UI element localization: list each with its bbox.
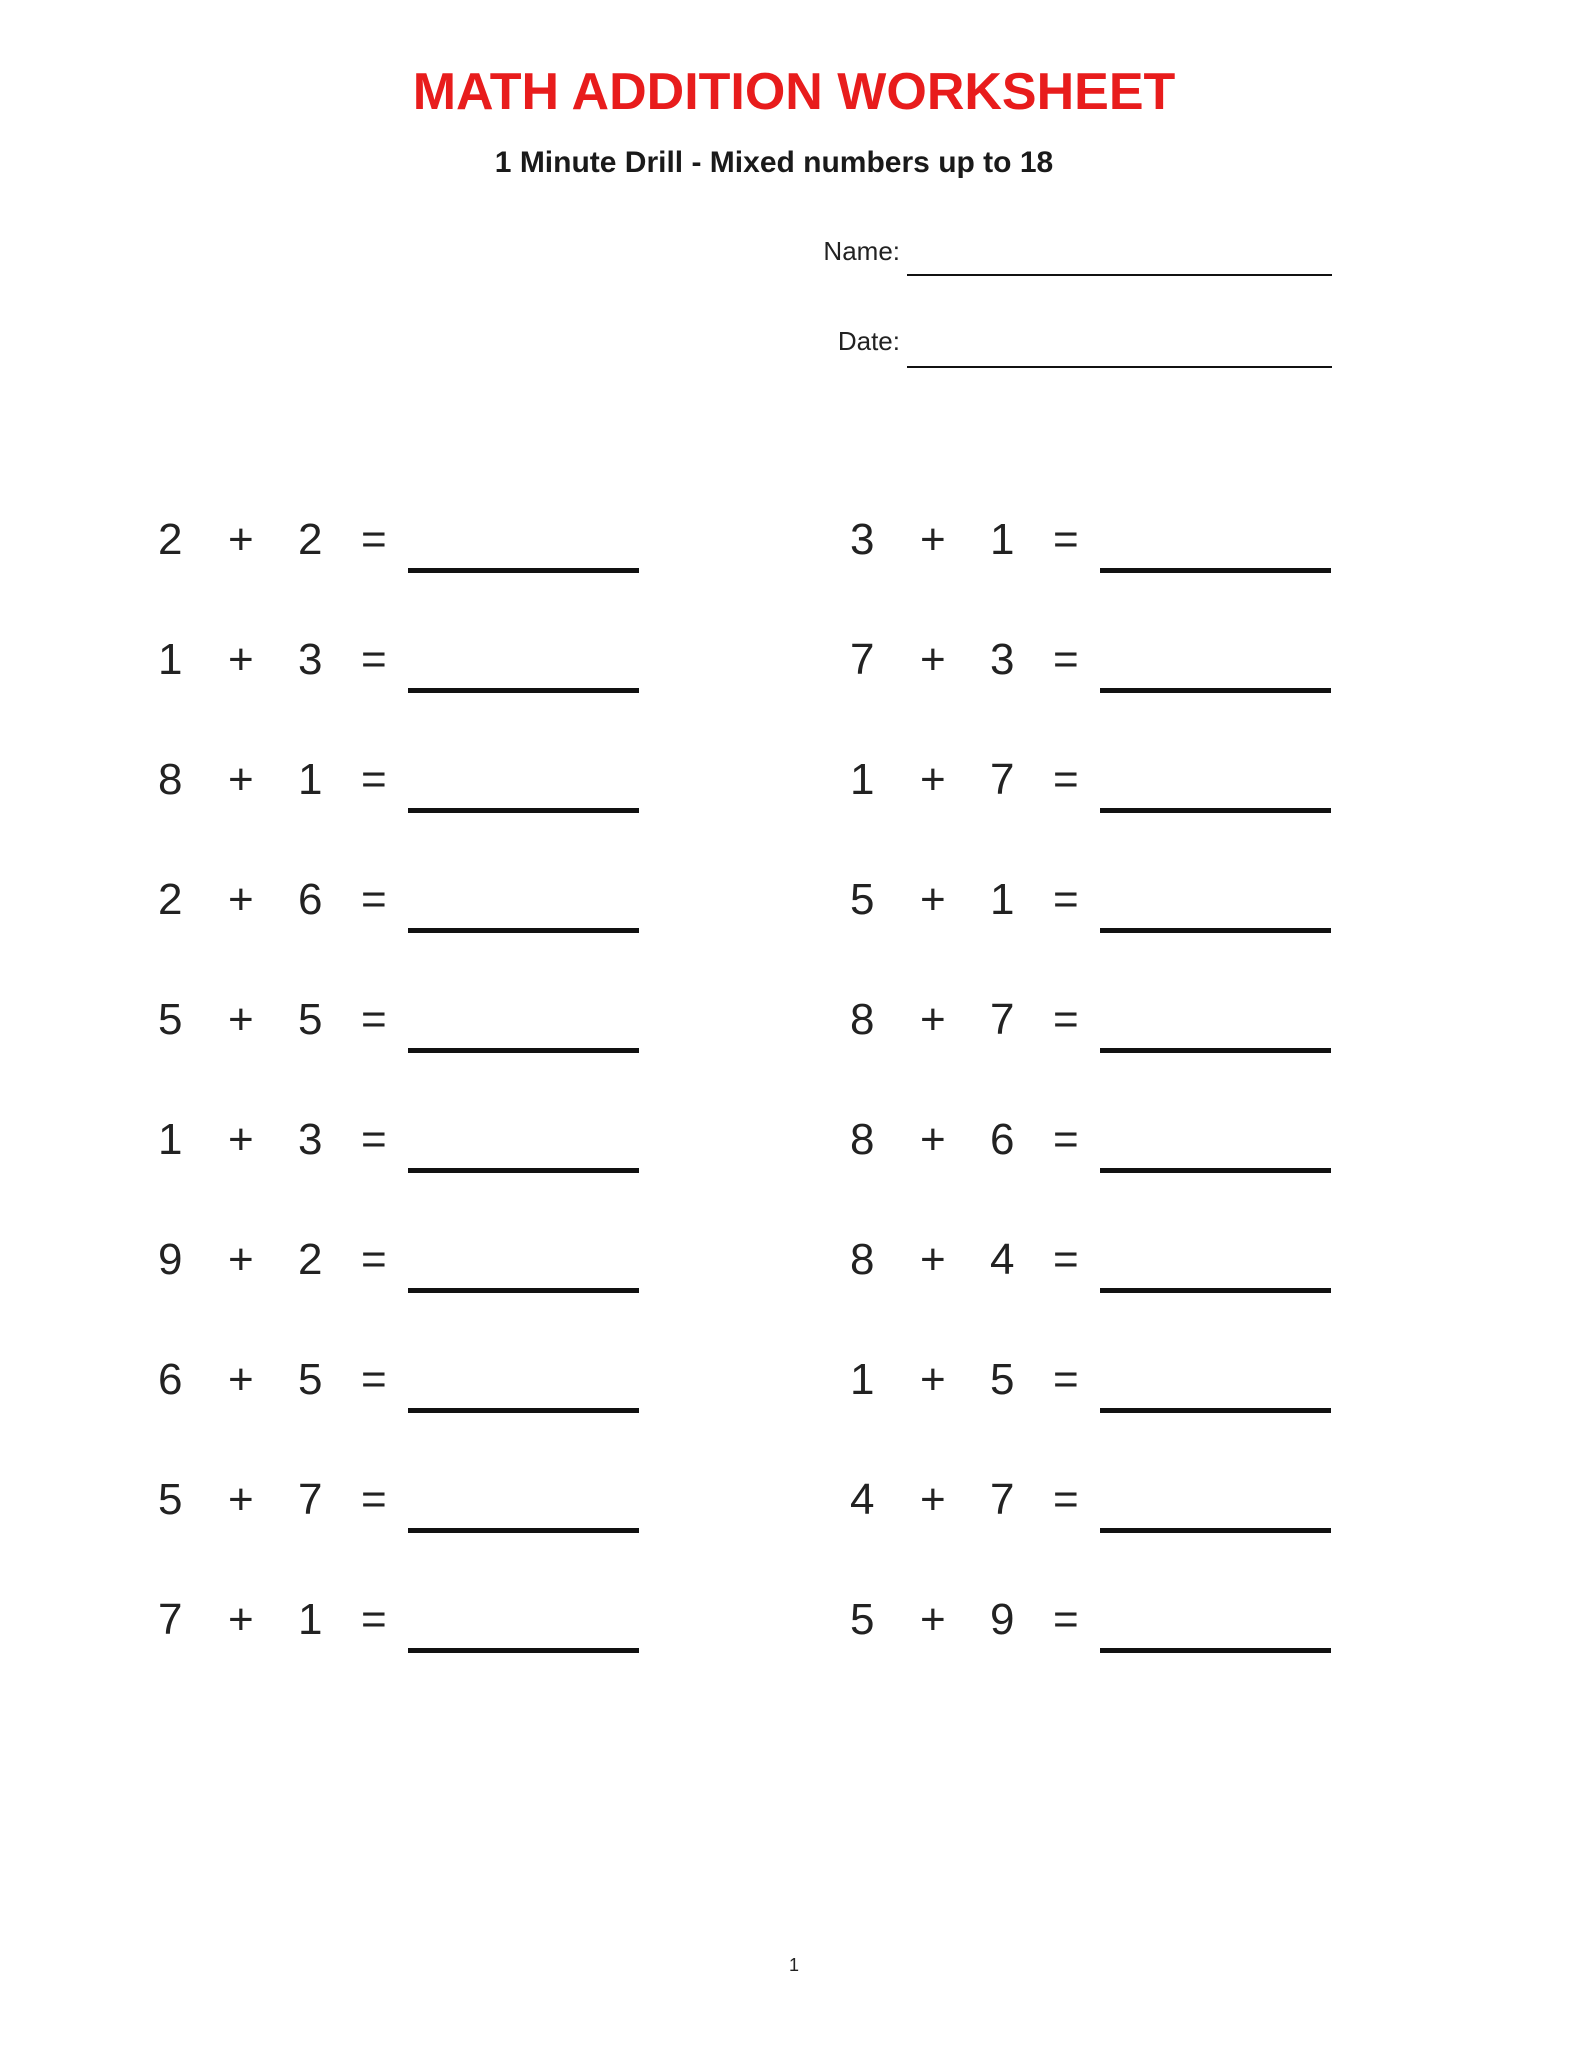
addend-a: 8 [850, 995, 875, 1044]
answer-blank[interactable] [1100, 1408, 1331, 1413]
plus-sign: + [228, 995, 254, 1044]
equals-sign: = [1053, 1475, 1079, 1524]
equals-sign: = [361, 995, 387, 1044]
plus-sign: + [228, 1475, 254, 1524]
addend-b: 1 [298, 1595, 323, 1644]
plus-sign: + [920, 1235, 946, 1284]
addend-a: 7 [158, 1595, 183, 1644]
plus-sign: + [920, 1595, 946, 1644]
equals-sign: = [1053, 995, 1079, 1044]
addend-b: 5 [990, 1355, 1015, 1404]
equals-sign: = [1053, 1115, 1079, 1164]
addend-b: 6 [298, 875, 323, 924]
addend-a: 8 [158, 755, 183, 804]
addend-a: 1 [158, 1115, 183, 1164]
addend-a: 5 [850, 875, 875, 924]
equals-sign: = [361, 875, 387, 924]
name-field[interactable] [907, 274, 1332, 276]
plus-sign: + [920, 1475, 946, 1524]
answer-blank[interactable] [1100, 1048, 1331, 1053]
addend-b: 3 [298, 1115, 323, 1164]
addend-a: 8 [850, 1235, 875, 1284]
addend-b: 2 [298, 1235, 323, 1284]
worksheet-title: MATH ADDITION WORKSHEET [412, 63, 1176, 121]
addend-b: 9 [990, 1595, 1015, 1644]
addend-a: 4 [850, 1475, 875, 1524]
addend-a: 5 [158, 995, 183, 1044]
plus-sign: + [228, 755, 254, 804]
answer-blank[interactable] [408, 1048, 639, 1053]
addend-b: 2 [298, 515, 323, 564]
equals-sign: = [361, 1115, 387, 1164]
plus-sign: + [228, 875, 254, 924]
answer-blank[interactable] [408, 1648, 639, 1653]
addend-b: 3 [298, 635, 323, 684]
answer-blank[interactable] [408, 688, 639, 693]
date-label: Date: [837, 326, 900, 356]
addend-b: 6 [990, 1115, 1015, 1164]
addend-a: 9 [158, 1235, 183, 1284]
equals-sign: = [1053, 875, 1079, 924]
answer-blank[interactable] [1100, 1168, 1331, 1173]
equals-sign: = [1053, 1595, 1079, 1644]
equals-sign: = [361, 1595, 387, 1644]
addend-b: 7 [298, 1475, 323, 1524]
addend-a: 1 [158, 635, 183, 684]
answer-blank[interactable] [1100, 1648, 1331, 1653]
answer-blank[interactable] [1100, 808, 1331, 813]
worksheet-subtitle: 1 Minute Drill - Mixed numbers up to 18 [494, 146, 1054, 179]
plus-sign: + [920, 755, 946, 804]
addend-a: 5 [850, 1595, 875, 1644]
equals-sign: = [361, 1475, 387, 1524]
addend-b: 1 [298, 755, 323, 804]
equals-sign: = [1053, 515, 1079, 564]
answer-blank[interactable] [1100, 688, 1331, 693]
addend-a: 5 [158, 1475, 183, 1524]
addend-a: 8 [850, 1115, 875, 1164]
page-number: 1 [788, 1955, 799, 1975]
answer-blank[interactable] [408, 568, 639, 573]
addend-b: 4 [990, 1235, 1015, 1284]
addend-a: 1 [850, 1355, 875, 1404]
addend-b: 5 [298, 995, 323, 1044]
addend-b: 1 [990, 875, 1015, 924]
addend-b: 7 [990, 1475, 1015, 1524]
plus-sign: + [920, 995, 946, 1044]
addend-b: 5 [298, 1355, 323, 1404]
answer-blank[interactable] [408, 1168, 639, 1173]
answer-blank[interactable] [1100, 1288, 1331, 1293]
equals-sign: = [361, 755, 387, 804]
equals-sign: = [361, 1235, 387, 1284]
plus-sign: + [920, 515, 946, 564]
plus-sign: + [920, 875, 946, 924]
name-label: Name: [823, 236, 900, 266]
plus-sign: + [228, 635, 254, 684]
answer-blank[interactable] [1100, 928, 1331, 933]
addend-a: 6 [158, 1355, 183, 1404]
addend-a: 2 [158, 515, 183, 564]
plus-sign: + [920, 1355, 946, 1404]
answer-blank[interactable] [1100, 1528, 1331, 1533]
date-field[interactable] [907, 366, 1332, 368]
plus-sign: + [920, 1115, 946, 1164]
equals-sign: = [1053, 635, 1079, 684]
plus-sign: + [228, 1115, 254, 1164]
equals-sign: = [361, 1355, 387, 1404]
equals-sign: = [1053, 1235, 1079, 1284]
answer-blank[interactable] [408, 1288, 639, 1293]
equals-sign: = [361, 515, 387, 564]
plus-sign: + [228, 515, 254, 564]
equals-sign: = [1053, 755, 1079, 804]
equals-sign: = [361, 635, 387, 684]
plus-sign: + [920, 635, 946, 684]
addend-b: 7 [990, 755, 1015, 804]
addend-a: 7 [850, 635, 875, 684]
addend-b: 1 [990, 515, 1015, 564]
addend-a: 3 [850, 515, 875, 564]
addend-a: 1 [850, 755, 875, 804]
answer-blank[interactable] [408, 1408, 639, 1413]
plus-sign: + [228, 1235, 254, 1284]
addend-b: 3 [990, 635, 1015, 684]
plus-sign: + [228, 1595, 254, 1644]
addend-a: 2 [158, 875, 183, 924]
answer-blank[interactable] [408, 928, 639, 933]
equals-sign: = [1053, 1355, 1079, 1404]
plus-sign: + [228, 1355, 254, 1404]
addend-b: 7 [990, 995, 1015, 1044]
answer-blank[interactable] [408, 1528, 639, 1533]
answer-blank[interactable] [408, 808, 639, 813]
answer-blank[interactable] [1100, 568, 1331, 573]
